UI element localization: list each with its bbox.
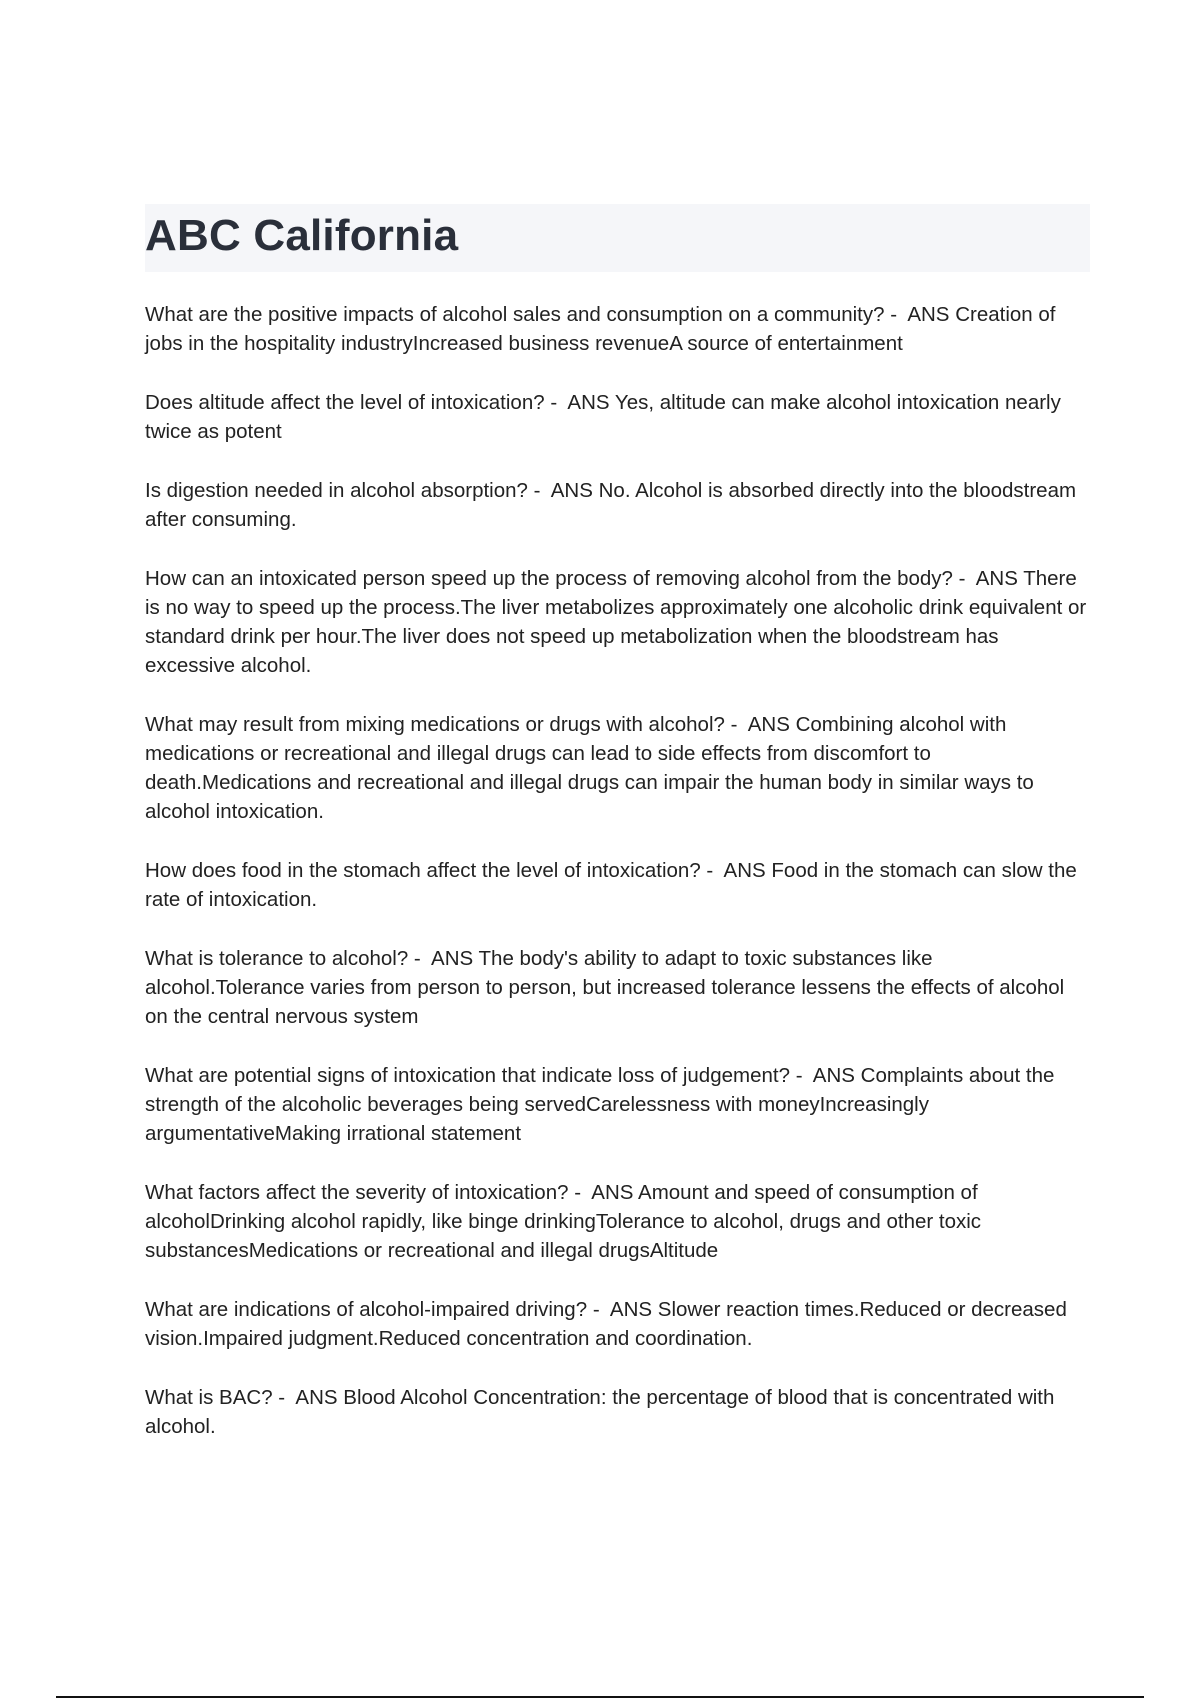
question-text: How does food in the stomach affect the level of intoxication?: [145, 859, 701, 882]
answer-text: Yes, altitude can make alcohol intoxication nearly twice as potent: [145, 391, 1061, 443]
question-text: What is BAC?: [145, 1386, 273, 1409]
answer-text: Slower reaction times.Reduced or decreased vision.Impaired judgment.Reduced concentration and coordination.: [145, 1298, 1067, 1350]
answer-prefix: ANS: [723, 859, 766, 882]
qa-item: What is BAC? - ANS Blood Alcohol Concentration: the percentage of blood that is concentrated with alcohol.: [145, 1386, 1055, 1438]
answer-text: Complaints about the strength of the alcoholic beverages being servedCarelessness with moneyIncreasingly argumentativeMaking irrational statement: [145, 1064, 1055, 1145]
question-text: What are indications of alcohol-impaired driving?: [145, 1298, 588, 1321]
footer-divider: [56, 1696, 1144, 1698]
question-text: How can an intoxicated person speed up the process of removing alcohol from the body?: [145, 567, 953, 590]
qa-item: What are indications of alcohol-impaired driving? - ANS Slower reaction times.Reduced or decreased vision.Impaired judgment.Reduced concentration and coordination.: [145, 1298, 1067, 1350]
answer-prefix: ANS: [550, 479, 593, 502]
answer-prefix: ANS: [812, 1064, 855, 1087]
answer-prefix: ANS: [975, 567, 1018, 590]
answer-text: There is no way to speed up the process.The liver metabolizes approximately one alcoholic drink equivalent or standard drink per hour.The liver does not speed up metabolization when the bloodstream has excessive alcohol.: [145, 567, 1087, 677]
question-text: Does altitude affect the level of intoxication?: [145, 391, 545, 414]
answer-prefix: ANS: [567, 391, 610, 414]
qa-item: What is tolerance to alcohol? - ANS The body's ability to adapt to toxic substances like alcohol.Tolerance varies from person to person, but increased tolerance lessens the effects of alcohol on the central nervous system: [145, 947, 1065, 1028]
answer-text: Combining alcohol with medications or recreational and illegal drugs can lead to side effects from discomfort to death.Medications and recreational and illegal drugs can impair the human body in similar ways to alcohol intoxication.: [145, 713, 1034, 823]
qa-item: What are the positive impacts of alcohol sales and consumption on a community? - ANS Creation of jobs in the hospitality industryIncreased business revenueA source of entertainment: [145, 303, 1056, 355]
question-text: What factors affect the severity of intoxication?: [145, 1181, 569, 1204]
page-title: ABC California: [145, 211, 459, 260]
qa-item: What are potential signs of intoxication that indicate loss of judgement? - ANS Complaints about the strength of the alcoholic beverages being servedCarelessness with moneyIncreasingly argumentativeMaking irrational statement: [145, 1064, 1055, 1145]
qa-item: What may result from mixing medications or drugs with alcohol? - ANS Combining alcohol with medications or recreational and illegal drugs can lead to side effects from discomfort to death.Medications and recreational and illegal drugs can impair the human body in similar ways to alcohol intoxication.: [145, 713, 1034, 823]
answer-prefix: ANS: [747, 713, 790, 736]
question-text: What are potential signs of intoxication that indicate loss of judgement?: [145, 1064, 790, 1087]
answer-prefix: ANS: [907, 303, 950, 326]
answer-prefix: ANS: [591, 1181, 634, 1204]
title-band: [145, 204, 1090, 272]
answer-prefix: ANS: [431, 947, 474, 970]
question-text: Is digestion needed in alcohol absorption?: [145, 479, 528, 502]
qa-list: [145, 300, 1090, 1471]
question-text: What may result from mixing medications or drugs with alcohol?: [145, 713, 725, 736]
answer-text: No. Alcohol is absorbed directly into the bloodstream after consuming.: [145, 479, 1077, 531]
question-text: What is tolerance to alcohol?: [145, 947, 409, 970]
qa-item: What factors affect the severity of intoxication? - ANS Amount and speed of consumption of alcoholDrinking alcohol rapidly, like binge drinkingTolerance to alcohol, drugs and other toxic substancesMedications or recreational and illegal drugsAltitude: [145, 1181, 982, 1262]
answer-text: Food in the stomach can slow the rate of intoxication.: [145, 859, 1077, 911]
answer-prefix: ANS: [609, 1298, 653, 1321]
answer-prefix: ANS: [295, 1386, 338, 1409]
answer-text: The body's ability to adapt to toxic substances like alcohol.Tolerance varies from person to person, but increased tolerance lessens the effects of alcohol on the central nervous system: [145, 947, 1065, 1028]
answer-text: Amount and speed of consumption of alcoholDrinking alcohol rapidly, like binge drinkingTolerance to alcohol, drugs and other toxic substancesMedications or recreational and illegal drugsAltitude: [145, 1181, 982, 1262]
qa-item: How does food in the stomach affect the level of intoxication? - ANS Food in the stomach can slow the rate of intoxication.: [145, 859, 1077, 911]
qa-item: How can an intoxicated person speed up the process of removing alcohol from the body? - ANS There is no way to speed up the process.The liver metabolizes approximately one alcoholic drink equivalent or standard drink per hour.The liver does not speed up metabolization when the bloodstream has excessive alcohol.: [145, 567, 1087, 677]
question-text: What are the positive impacts of alcohol sales and consumption on a community?: [145, 303, 885, 326]
answer-text: Creation of jobs in the hospitality industryIncreased business revenueA source of entertainment: [145, 303, 1056, 355]
answer-text: Blood Alcohol Concentration: the percentage of blood that is concentrated with alcohol.: [145, 1386, 1055, 1438]
qa-item: Does altitude affect the level of intoxication? - ANS Yes, altitude can make alcohol intoxication nearly twice as potent: [145, 391, 1061, 443]
qa-item: Is digestion needed in alcohol absorption? - ANS No. Alcohol is absorbed directly into the bloodstream after consuming.: [145, 479, 1077, 531]
